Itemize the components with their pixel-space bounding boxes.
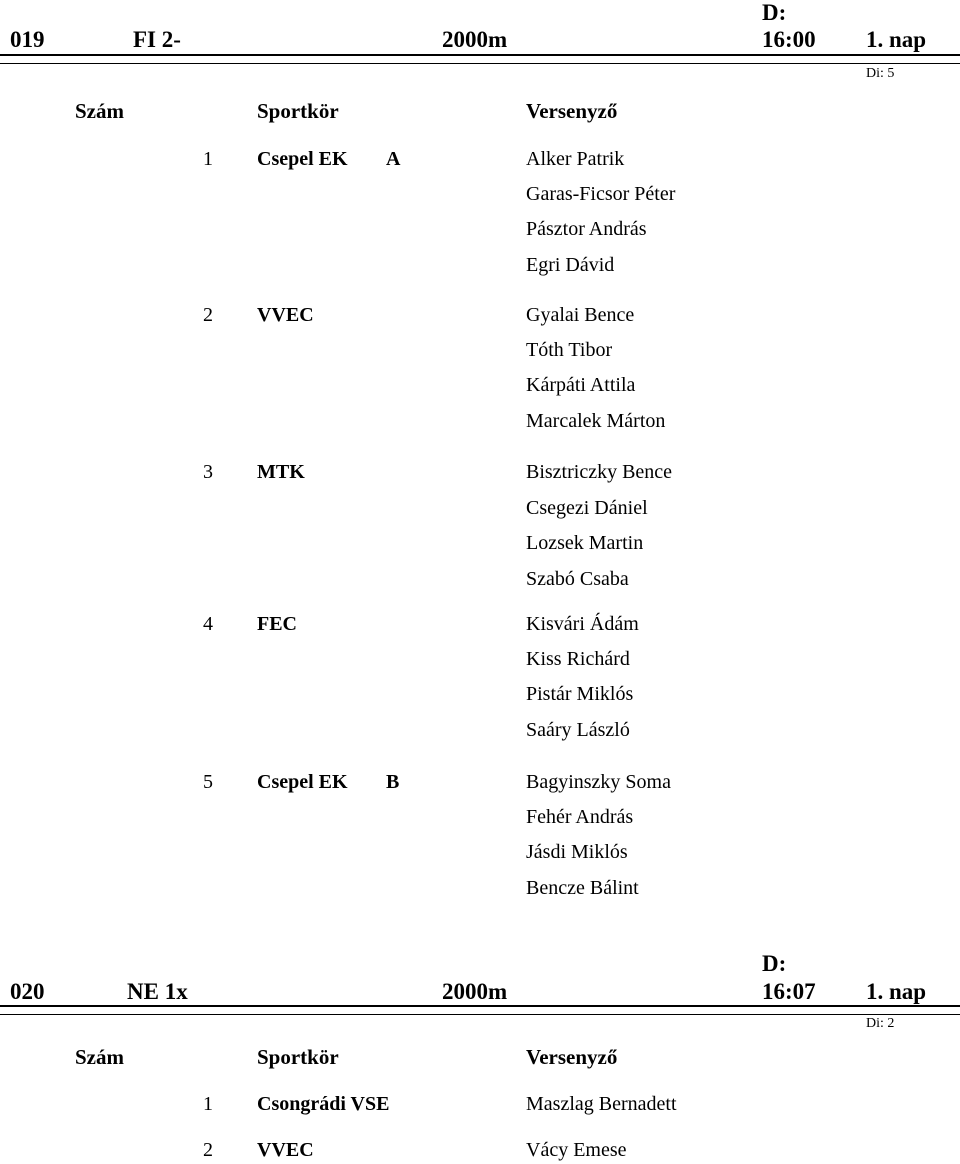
entry-crew: A bbox=[386, 148, 401, 170]
entry-club: Csongrádi VSE bbox=[257, 1093, 390, 1115]
event-020-col-competitor: Versenyző bbox=[526, 1045, 618, 1069]
rower-name: Marcalek Márton bbox=[526, 410, 666, 432]
rower-name: Saáry László bbox=[526, 719, 630, 741]
rower-name: Kiss Richárd bbox=[526, 648, 630, 670]
rower-name: Pistár Miklós bbox=[526, 683, 634, 705]
event-019-number: 019 bbox=[10, 27, 45, 52]
rower-name: Kárpáti Attila bbox=[526, 374, 636, 396]
rower-name: Pásztor András bbox=[526, 218, 647, 240]
entry-club: VVEC bbox=[257, 1139, 314, 1161]
rower-name: Fehér András bbox=[526, 806, 634, 828]
event-020-time: 16:07 bbox=[762, 979, 816, 1004]
event-019-boat-class: FI 2- bbox=[133, 27, 181, 52]
event-020-number: 020 bbox=[10, 979, 45, 1004]
entry-club: VVEC bbox=[257, 304, 314, 326]
rower-name: Bisztriczky Bence bbox=[526, 461, 673, 483]
event-019-d-label: D: bbox=[762, 0, 787, 25]
rower-name: Szabó Csaba bbox=[526, 568, 629, 590]
rower-name: Garas-Ficsor Péter bbox=[526, 183, 676, 205]
entry-lane: 5 bbox=[203, 771, 213, 793]
event-020-col-num: Szám bbox=[75, 1045, 124, 1069]
entry-club: FEC bbox=[257, 613, 297, 635]
event-020-di: Di: 2 bbox=[866, 1016, 895, 1031]
rower-name: Tóth Tibor bbox=[526, 339, 613, 361]
entry-club: MTK bbox=[257, 461, 305, 483]
event-020-sub-rule bbox=[0, 1014, 960, 1015]
event-019-day: 1. nap bbox=[866, 27, 927, 52]
entry-lane: 4 bbox=[203, 613, 213, 635]
rower-name: Gyalai Bence bbox=[526, 304, 635, 326]
event-020-header-rule bbox=[0, 1005, 960, 1007]
rower-name: Csegezi Dániel bbox=[526, 497, 648, 519]
event-019-col-competitor: Versenyző bbox=[526, 99, 618, 123]
entry-lane: 1 bbox=[203, 148, 213, 170]
rower-name: Lozsek Martin bbox=[526, 532, 644, 554]
entry-crew: B bbox=[386, 771, 400, 793]
entry-lane: 1 bbox=[203, 1093, 213, 1115]
entry-lane: 2 bbox=[203, 1139, 213, 1161]
entry-lane: 2 bbox=[203, 304, 213, 326]
event-019-col-club: Sportkör bbox=[257, 99, 339, 123]
rower-name: Vácy Emese bbox=[526, 1139, 627, 1161]
event-020-d-label: D: bbox=[762, 951, 787, 976]
event-019-di: Di: 5 bbox=[866, 66, 895, 81]
event-020-boat-class: NE 1x bbox=[127, 979, 188, 1004]
event-019-time: 16:00 bbox=[762, 27, 816, 52]
event-020-distance: 2000m bbox=[442, 979, 508, 1004]
event-019-distance: 2000m bbox=[442, 27, 508, 52]
rower-name: Maszlag Bernadett bbox=[526, 1093, 677, 1115]
event-019-sub-rule bbox=[0, 63, 960, 64]
event-020-col-club: Sportkör bbox=[257, 1045, 339, 1069]
entry-club: Csepel EK bbox=[257, 771, 348, 793]
event-019-col-num: Szám bbox=[75, 99, 124, 123]
rower-name: Egri Dávid bbox=[526, 254, 615, 276]
rower-name: Bencze Bálint bbox=[526, 877, 639, 899]
rower-name: Jásdi Miklós bbox=[526, 841, 628, 863]
entry-lane: 3 bbox=[203, 461, 213, 483]
entry-club: Csepel EK bbox=[257, 148, 348, 170]
rower-name: Bagyinszky Soma bbox=[526, 771, 671, 793]
event-020-day: 1. nap bbox=[866, 979, 927, 1004]
event-019-header-rule bbox=[0, 54, 960, 56]
rower-name: Kisvári Ádám bbox=[526, 613, 639, 635]
rower-name: Alker Patrik bbox=[526, 148, 625, 170]
